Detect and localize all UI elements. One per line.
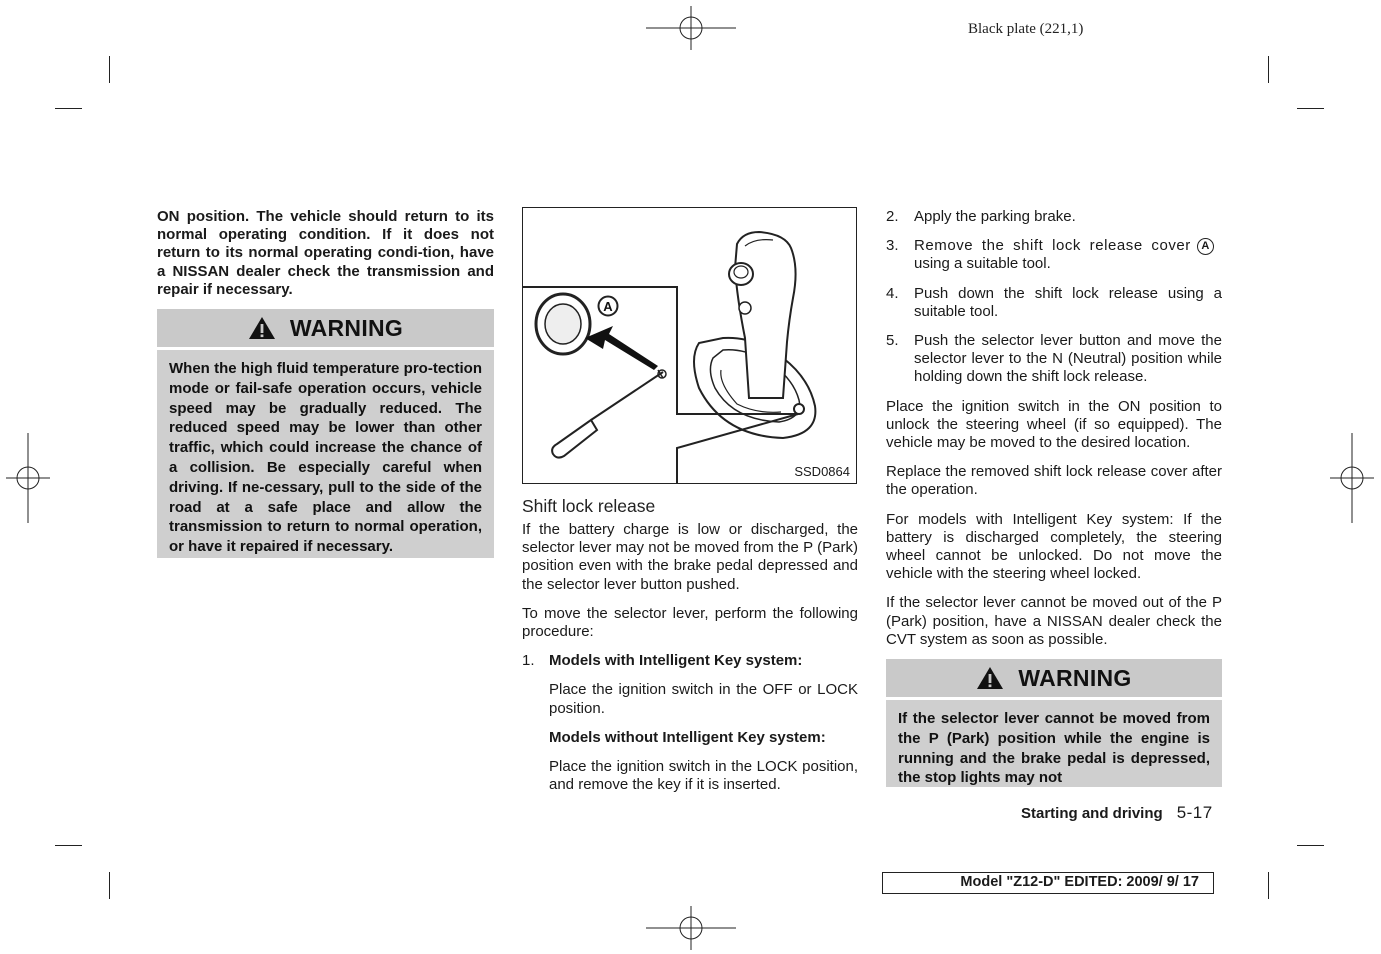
step-text: Remove the shift lock release cover [914, 237, 1191, 255]
warning-box [157, 309, 494, 558]
paragraph: Place the ignition switch in the ON position to unlock the steering wheel (if so equipped). The vehicle may be moved to the desired location. [886, 397, 1222, 452]
crop-mark [1268, 872, 1269, 899]
procedure-list [886, 208, 1222, 387]
paragraph: Replace the removed shift lock release cover after the operation. [886, 463, 1222, 499]
crop-mark [109, 872, 110, 899]
warning-title: WARNING [289, 314, 404, 341]
crop-mark [109, 56, 110, 83]
paragraph: If the selector lever cannot be moved out of the P (Park) position, have a NISSAN dealer check the CVT system as soon as possible. [886, 594, 1222, 648]
warning-header [157, 309, 494, 347]
step-number: 4. [886, 284, 899, 302]
paragraph: For models with Intelligent Key system: If the battery is discharged completely, the steering wheel cannot be unlocked. Do not move the vehicle with the steering wheel locked. [886, 510, 1222, 583]
step-text: Push down the shift lock release using a suitable tool. [914, 284, 1222, 320]
list-item [886, 237, 1222, 273]
svg-text:A: A [603, 299, 613, 314]
step-text: Place the ignition switch in the OFF or LOCK position. [549, 681, 858, 717]
step-text: Place the ignition switch in the LOCK position, and remove the key if it is inserted. [549, 758, 858, 794]
step-heading: Models with Intelligent Key system: [549, 652, 803, 670]
callout-a-icon: A [1197, 238, 1214, 255]
left-column [157, 208, 494, 558]
warning-box [886, 659, 1222, 787]
shift-lock-figure [522, 207, 857, 484]
warning-header [886, 659, 1222, 697]
crop-mark [1268, 56, 1269, 83]
registration-mark-icon [646, 906, 736, 950]
warning-triangle-icon [248, 316, 276, 340]
intro-paragraph: ON position. The vehicle should return to its normal operating condition. If it does not return to its normal operating condi-tion, have a NISSAN dealer check the transmission and repair if necessary. [157, 208, 494, 298]
crop-mark [55, 108, 82, 109]
crop-mark [1297, 108, 1324, 109]
crop-mark [1297, 845, 1324, 846]
list-item [886, 208, 1222, 226]
section-name: Starting and driving [1021, 805, 1163, 822]
registration-mark-icon [646, 6, 736, 50]
list-item [886, 332, 1222, 387]
page-number: 5-17 [1176, 803, 1213, 822]
step-number: 5. [886, 332, 899, 350]
warning-body: When the high fluid temperature pro-tection mode or fail-safe operation occurs, vehicle speed may be gradually reduced. The reduced speed may be lower than other traffic, which could increase the chance of a collision. Be especially careful when driving. If ne-cessary, pull to the side of the road at a safe place and allow the transmission to return to normal operation, or have it repaired if necessary. [157, 350, 494, 558]
model-edit-label: Model "Z12-D" EDITED: 2009/ 9/ 17 [882, 872, 1214, 894]
step-text: Push the selector lever button and move the selector lever to the N (Neutral) position while holding down the shift lock release. [914, 332, 1222, 386]
step-text: Apply the parking brake. [914, 208, 1076, 225]
right-column [886, 208, 1222, 787]
selector-lever-illustration [523, 208, 856, 483]
step-number: 3. [886, 237, 899, 255]
warning-title: WARNING [1018, 664, 1132, 691]
paragraph: To move the selector lever, perform the following procedure: [522, 604, 858, 641]
step-number: 2. [886, 208, 899, 225]
procedure-step [522, 652, 858, 670]
crop-mark [55, 845, 82, 846]
list-item [886, 285, 1222, 321]
step-heading: Models without Intelligent Key system: [549, 728, 826, 746]
warning-triangle-icon [976, 666, 1004, 690]
figure-code: SSD0864 [794, 464, 850, 479]
paragraph: If the battery charge is low or discharged, the selector lever may not be moved from the P (Park) position even with the brake pedal depressed and the selector lever button pushed. [522, 521, 858, 593]
warning-body: If the selector lever cannot be moved from the P (Park) position while the engine is running and the brake pedal is depressed, the stop lights may not [886, 700, 1222, 787]
step-text-wrap [914, 237, 1222, 273]
plate-label: Black plate (221,1) [968, 21, 1084, 37]
middle-column [522, 495, 858, 794]
step-text: using a suitable tool. [914, 255, 1051, 273]
registration-mark-icon [6, 433, 50, 523]
step-number: 1. [522, 652, 535, 670]
section-title: Shift lock release [522, 496, 656, 516]
registration-mark-icon [1330, 433, 1374, 523]
page-footer [1021, 803, 1213, 823]
